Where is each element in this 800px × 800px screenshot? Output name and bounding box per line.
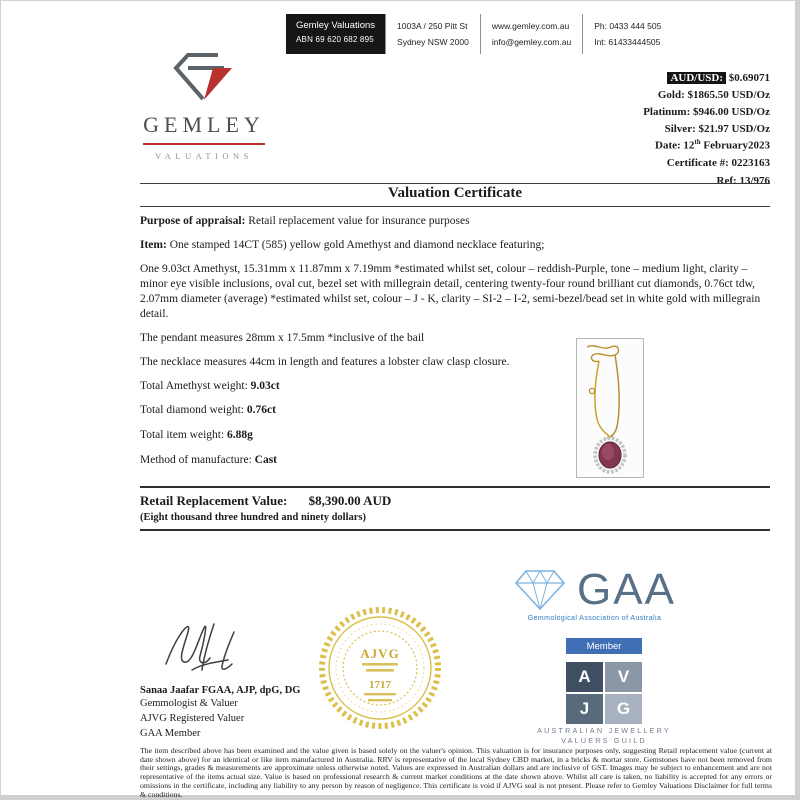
contact-online [480, 14, 582, 54]
signature-image [140, 612, 260, 676]
header-contact-strip [286, 14, 672, 54]
date-day: 12 [683, 139, 695, 152]
certificate-number-line [655, 155, 770, 173]
footer-disclaimer: The item described above has been examined and the value given is based solely on the valuer's opinion. This valuation is for insurance purposes only, suggesting Retail replacement value (current at date shown above) for an identical or like item manufactured in Australia. RRV is representative of the local Sydney CBD market, in a bricks & mortar store. Gemstones have not been removed from their settings, grades & measurements are approximate unless otherwise noted. Values are expressed in Australian dollars and are inclusive of GST. Images may be subject to enhancement and are not representative of the items actual size. Value is based on professional research & current market conditions at the date shown above. Whilst all care is taken, no liability is accepted for any errors or omissions in the certificate, including any liability to any person by reason of negligence. This certificate is void if AJVG seal is not present. Please refer to Gemley Valuations Disclaimer for full terms & conditions. [140, 746, 772, 799]
jewellery-photo [576, 338, 644, 478]
gaa-logo-row [482, 565, 707, 614]
certificate-label: Certificate #: [666, 157, 729, 170]
website: www.gemley.com.au [491, 21, 570, 31]
item-weight-label: Total item weight: [140, 429, 225, 442]
value-in-words: (Eight thousand three hundred and ninety dollars) [140, 512, 367, 523]
gaa-subtitle: Gemmological Association of Australia [527, 615, 662, 622]
purpose-line [140, 214, 772, 229]
value-band [140, 486, 770, 531]
gaa-acronym: GAA [577, 565, 676, 614]
rate-platinum [643, 104, 770, 121]
retail-value-line [140, 493, 770, 509]
ajvg-logo-grid [566, 662, 642, 724]
certificate-number: 0223163 [731, 157, 770, 170]
ajvg-caption-line2: VALUERS GUILD [561, 736, 647, 746]
address-line2: Sydney NSW 2000 [397, 37, 469, 48]
logo-subtitle: VALUATIONS [155, 151, 253, 161]
silver-label: Silver: [664, 123, 696, 136]
logo-wordmark: GEMLEY [143, 112, 265, 137]
email: info@gemley.com.au [491, 37, 572, 48]
necklace-measurement: The necklace measures 44cm in length and features a lobster claw clasp closure. [140, 355, 510, 368]
rate-gold [643, 87, 770, 104]
amethyst-weight-value: 9.03ct [250, 379, 280, 392]
brand-name: Gemley Valuations [296, 20, 376, 31]
gaa-logo [482, 565, 707, 622]
certificate-title: Valuation Certificate [387, 185, 522, 201]
manufacture-method-line [140, 453, 772, 468]
pendant-measurement: The pendant measures 28mm x 17.5mm *inclusive of the bail [140, 331, 425, 344]
ajvg-caption-line1: AUSTRALIAN JEWELLERY [537, 726, 671, 735]
valuer-role-1: Gemmologist & Valuer [140, 698, 238, 709]
item-text: One stamped 14CT (585) yellow gold Amethyst and diamond necklace featuring; [169, 238, 545, 251]
diamond-weight-line [140, 403, 772, 418]
ajvg-square-v: V [605, 662, 642, 692]
date-ordinal: th [694, 138, 701, 146]
ajvg-square-j: J [566, 694, 603, 724]
valuer-name: Sanaa Jaafar FGAA, AJP, dpG, DG [140, 685, 301, 696]
brand-box [286, 14, 385, 54]
diamond-weight-value: 0.76ct [246, 404, 276, 417]
metal-rates [643, 70, 770, 138]
item-description: One 9.03ct Amethyst, 15.31mm x 11.87mm x 7.19mm *estimated whilst set, colour – reddish-Purple, tone – medium light, clarity – minor eye visible inclusions, oval cut, bezel set with millegrain detail, centering twenty-four round brilliant cut diamonds, 0.76ct tdw, 2.07mm diameter (average) *estimated whilst set, colour – J - K, clarity – SI-2 – I-2, semi-bezel/bead set in white gold with millegrain detail. [140, 262, 761, 320]
gold-value: $1865.50 USD/Oz [687, 89, 770, 102]
seal-number-text: 1717 [369, 679, 391, 691]
date-label: Date: [655, 139, 681, 152]
ajvg-caption [504, 726, 704, 746]
rate-aud-usd [643, 70, 770, 87]
gaa-diamond-icon [513, 568, 567, 612]
seal-org-text: AJVG [360, 646, 400, 661]
item-line [140, 238, 772, 253]
amethyst-weight-line [140, 379, 772, 394]
contact-phone [582, 14, 672, 54]
date-rest: February2023 [703, 139, 770, 152]
platinum-value: $946.00 USD/Oz [693, 106, 770, 119]
aud-usd-label: AUD/USD: [667, 72, 726, 84]
purpose-text: Retail replacement value for insurance purposes [248, 215, 470, 227]
ajvg-square-g: G [605, 694, 642, 724]
ajvg-embossed-seal [318, 606, 442, 735]
retail-value-amount: $8,390.00 AUD [308, 493, 392, 508]
rate-silver [643, 121, 770, 138]
title-band [140, 183, 770, 207]
date-line [655, 137, 770, 155]
phone-intl: Int: 61433444505 [594, 37, 661, 48]
method-value: Cast [254, 454, 278, 467]
method-label: Method of manufacture: [140, 454, 252, 467]
valuer-role-2: AJVG Registered Valuer [140, 713, 245, 725]
amethyst-weight-label: Total Amethyst weight: [140, 379, 248, 392]
seal-icon [318, 606, 442, 730]
gemley-logo [138, 50, 270, 161]
address-line1: 1003A / 250 Pitt St [397, 21, 468, 31]
gold-label: Gold: [657, 89, 685, 102]
ajvg-square-a: A [566, 662, 603, 692]
necklace-image [577, 339, 641, 475]
contact-address [385, 14, 480, 54]
item-weight-line [140, 428, 772, 443]
platinum-label: Platinum: [643, 106, 691, 119]
member-badge: Member [566, 638, 642, 654]
ref-number: 13/976 [739, 174, 770, 187]
phone-local: Ph: 0433 444 505 [594, 21, 662, 31]
aud-usd-value: $0.69071 [728, 72, 770, 84]
ref-label: Ref: [716, 174, 737, 187]
gemley-diamond-icon [172, 50, 236, 104]
item-weight-value: 6.88g [227, 429, 253, 442]
purpose-label: Purpose of appraisal: [140, 215, 246, 227]
brand-abn: ABN 69 620 682 895 [296, 35, 374, 44]
logo-red-rule [143, 143, 265, 145]
diamond-weight-label: Total diamond weight: [140, 404, 244, 417]
valuer-role-3: GAA Member [140, 728, 201, 740]
retail-value-label: Retail Replacement Value: [140, 493, 288, 508]
certificate-body [140, 214, 772, 478]
item-label: Item: [140, 238, 167, 251]
silver-value: $21.97 USD/Oz [698, 123, 770, 136]
